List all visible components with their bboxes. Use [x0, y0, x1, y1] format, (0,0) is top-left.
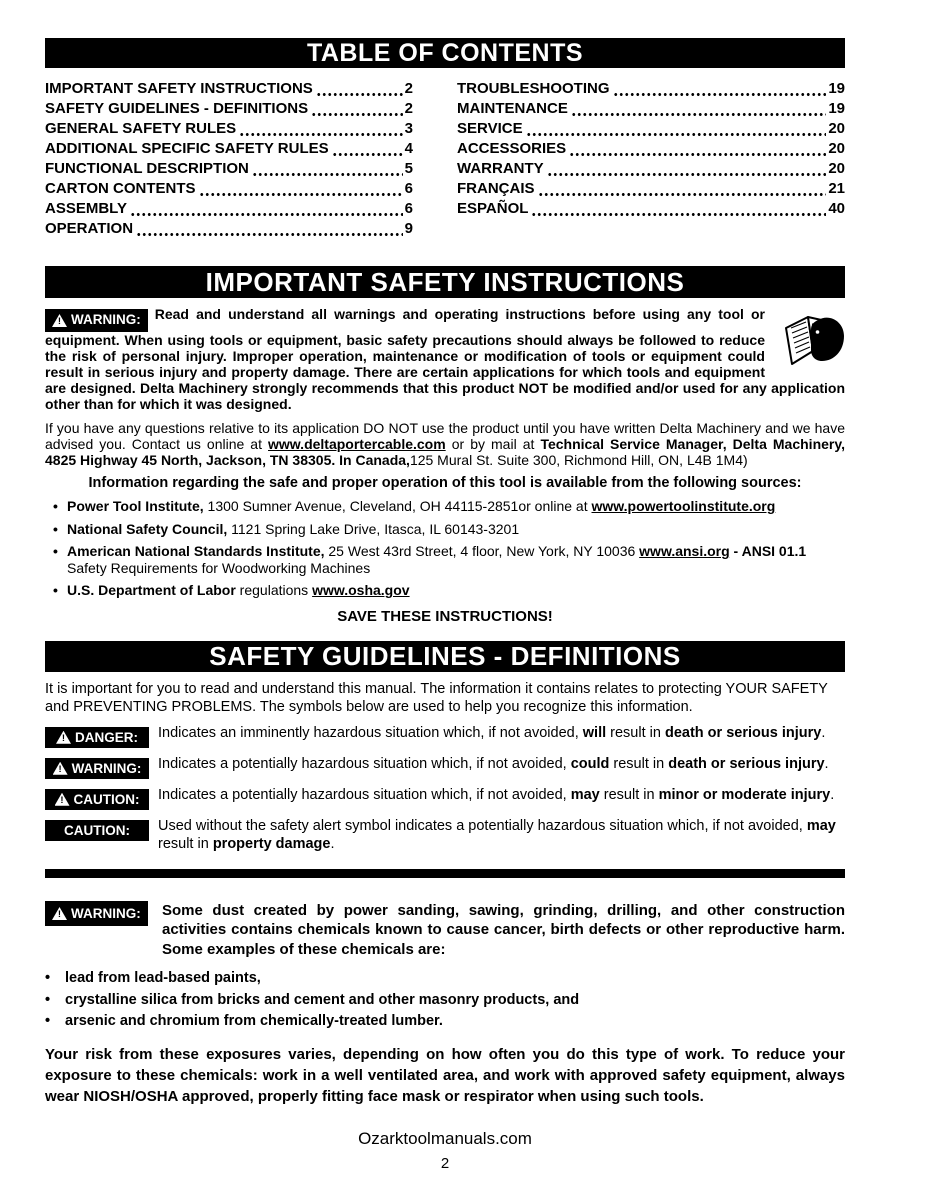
- definition-row-danger: [45, 724, 845, 748]
- save-instructions-line: SAVE THESE INSTRUCTIONS!: [337, 607, 553, 625]
- definition-row-caution: [45, 786, 845, 810]
- page-content: [45, 0, 845, 1172]
- safety-title: IMPORTANT SAFETY INSTRUCTIONS: [205, 267, 685, 297]
- toc-entry-page: 2: [404, 80, 413, 97]
- toc-entry-label: SERVICE: [457, 120, 523, 137]
- toc-entry-label: FUNCTIONAL DESCRIPTION: [45, 160, 249, 177]
- toc-entry-page: 19: [828, 100, 845, 117]
- page-number: 2: [440, 1154, 450, 1172]
- chemical-text: arsenic and chromium from chemically-treated lumber.: [65, 1013, 443, 1030]
- source-item: [53, 521, 845, 538]
- toc-entry-page: 20: [828, 120, 845, 137]
- chemical-text: crystalline silica from bricks and cement and other masonry products, and: [65, 991, 580, 1008]
- sources-intro: Information regarding the safe and proper operation of this tool is available from the following sources:: [88, 475, 802, 492]
- toc-entry-label: TROUBLESHOOTING: [457, 80, 610, 97]
- toc-entry: [45, 140, 413, 160]
- toc-entry: [45, 160, 413, 180]
- table-of-contents: [45, 80, 845, 240]
- dot-leader: [316, 90, 403, 97]
- toc-entry-label: FRANÇAIS: [457, 180, 535, 197]
- toc-entry: [457, 80, 845, 100]
- risk-paragraph: Your risk from these exposures varies, depending on how often you do this type of work. To reduce your exposure to these chemicals: work in a well ventilated area, and work with approved safety equipment, always wear NIOSH/OSHA approved, properly fitting face mask or respirator when using such tools.: [45, 1045, 845, 1105]
- toc-entry-label: MAINTENANCE: [457, 100, 568, 117]
- source-text: National Safety Council, 1121 Spring Lake Drive, Itasca, IL 60143-3201: [67, 520, 520, 537]
- toc-entry-page: 40: [828, 200, 845, 217]
- chemical-item: [45, 968, 845, 990]
- toc-header-bar: [45, 38, 845, 68]
- dust-warning-badge: [45, 901, 148, 927]
- toc-entry-label: ASSEMBLY: [45, 200, 127, 217]
- dust-warning-badge-label: WARNING:: [71, 905, 141, 921]
- toc-entry-page: 6: [404, 200, 413, 217]
- toc-entry-label: OPERATION: [45, 220, 134, 237]
- definition-text: Indicates a potentially hazardous situation which, if not avoided, could result in death or serious injury.: [158, 755, 829, 772]
- guidelines-title: SAFETY GUIDELINES - DEFINITIONS: [209, 640, 681, 671]
- toc-entry-page: 5: [404, 160, 413, 177]
- toc-entry-page: 19: [828, 80, 845, 97]
- toc-entry-page: 9: [404, 220, 413, 237]
- toc-entry-page: 20: [828, 140, 845, 157]
- caution-badge-label: CAUTION:: [73, 791, 140, 807]
- toc-entry: [457, 120, 845, 140]
- safety-warning-paragraph: [45, 306, 845, 413]
- sources-list: [45, 498, 845, 599]
- dot-leader: [547, 170, 827, 177]
- dot-leader: [526, 130, 827, 137]
- dot-leader: [569, 150, 826, 157]
- toc-entry-label: GENERAL SAFETY RULES: [45, 120, 237, 137]
- toc-entry: [45, 100, 413, 120]
- source-item: [53, 498, 845, 515]
- warning-badge: [45, 758, 149, 779]
- toc-entry: [45, 180, 413, 200]
- toc-entry-label: ADDITIONAL SPECIFIC SAFETY RULES: [45, 140, 329, 157]
- toc-entry-page: 21: [828, 180, 845, 197]
- source-item: [53, 543, 845, 576]
- toc-entry-label: SAFETY GUIDELINES - DEFINITIONS: [45, 100, 309, 117]
- dot-leader: [199, 190, 403, 197]
- source-text: U.S. Department of Labor regulations www.osha.gov: [67, 582, 410, 599]
- toc-entry-label: ESPAÑOL: [457, 200, 529, 217]
- warning-triangle-icon: [55, 793, 70, 806]
- toc-entry: [45, 80, 413, 100]
- toc-entry-label: ACCESSORIES: [457, 140, 567, 157]
- source-text: American National Standards Institute, 25 West 43rd Street, 4 floor, New York, NY 10036 www.ansi.org - ANSI 01.1 Safety Requirements for Woodworking Machines: [67, 543, 807, 576]
- toc-entry: [457, 180, 845, 200]
- footer-site: Ozarktoolmanuals.com: [358, 1128, 532, 1148]
- toc-entry-page: 4: [404, 140, 413, 157]
- warning-badge-label: WARNING:: [71, 312, 141, 328]
- page-footer: [45, 1129, 845, 1172]
- dot-leader: [136, 230, 403, 237]
- toc-column-right: [457, 80, 845, 240]
- definition-text: Used without the safety alert symbol indicates a potentially hazardous situation which, if not avoided, may result in property damage.: [158, 817, 836, 853]
- caution-plain-badge-label: CAUTION:: [64, 822, 130, 838]
- dot-leader: [571, 110, 826, 117]
- chemical-item: [45, 990, 845, 1012]
- warning-badge: [45, 309, 148, 331]
- warning-badge-label: WARNING:: [71, 760, 142, 776]
- danger-badge: [45, 727, 149, 748]
- chemical-item: [45, 1011, 845, 1033]
- dot-leader: [252, 170, 403, 177]
- toc-entry-page: 6: [404, 180, 413, 197]
- dot-leader: [538, 190, 827, 197]
- section-divider: [45, 869, 845, 878]
- toc-entry: [457, 100, 845, 120]
- toc-title: TABLE OF CONTENTS: [306, 39, 584, 67]
- definition-text: Indicates an imminently hazardous situation which, if not avoided, will result in death or serious injury.: [158, 724, 826, 741]
- toc-entry: [457, 200, 845, 220]
- warning-triangle-icon: [53, 762, 68, 775]
- dot-leader: [239, 130, 403, 137]
- definition-row-warning: [45, 755, 845, 779]
- warning-triangle-icon: [52, 907, 67, 920]
- toc-entry: [45, 200, 413, 220]
- safety-warning-text: Read and understand all warnings and operating instructions before using any tool or equipment. When using tools or equipment, basic safety precautions should always be followed to reduce the risk of personal injury. Improper operation, maintenance or modification of tools or equipment could result in serious injury and property damage. There are certain applications for which tools and equipment are designed. Delta Machinery strongly recommends that this product NOT be modified and/or used for any application other than for which it was designed.: [45, 306, 845, 413]
- caution-plain-badge: [45, 820, 149, 841]
- toc-entry-label: CARTON CONTENTS: [45, 180, 196, 197]
- definition-row-caution-plain: [45, 817, 845, 854]
- guidelines-intro: It is important for you to read and understand this manual. The information it contains relates to protecting YOUR SAFETY and PREVENTING PROBLEMS. The symbols below are used to help you recognize this information.: [45, 680, 828, 716]
- toc-entry: [45, 220, 413, 240]
- toc-entry-label: WARRANTY: [457, 160, 544, 177]
- toc-column-left: [45, 80, 413, 240]
- toc-entry: [457, 160, 845, 180]
- definition-text: Indicates a potentially hazardous situation which, if not avoided, may result in minor or moderate injury.: [158, 786, 835, 803]
- toc-entry-label: IMPORTANT SAFETY INSTRUCTIONS: [45, 80, 313, 97]
- chemical-text: lead from lead-based paints,: [65, 970, 261, 987]
- dust-warning-section: [45, 901, 845, 1107]
- toc-entry-page: 3: [404, 120, 413, 137]
- guidelines-header-bar: [45, 641, 845, 672]
- dot-leader: [613, 90, 827, 97]
- dot-leader: [332, 150, 403, 157]
- dot-leader: [130, 210, 403, 217]
- dust-warning-paragraph: [45, 901, 845, 960]
- toc-entry-page: 2: [404, 100, 413, 117]
- caution-badge: [45, 789, 149, 810]
- source-item: [53, 582, 845, 599]
- toc-entry: [457, 140, 845, 160]
- chemicals-list: [45, 968, 845, 1033]
- questions-paragraph: If you have any questions relative to its application DO NOT use the product until you have written Delta Machinery and we have advised you. Contact us online at www.deltaportercable.com or by mail at Technical Service Manager, Delta Machinery, 4825 Highway 45 North, Jackson, TN 38305. In Canada,125 Mural St. Suite 300, Richmond Hill, ON, L4B 1M4): [45, 419, 845, 469]
- read-manual-icon: [771, 308, 845, 372]
- source-text: Power Tool Institute, 1300 Sumner Avenue, Cleveland, OH 44115-2851or online at www.powertoolinstitute.org: [67, 498, 776, 515]
- dot-leader: [531, 210, 826, 217]
- danger-badge-label: DANGER:: [75, 729, 138, 745]
- dust-warning-text: Some dust created by power sanding, sawing, grinding, drilling, and other construction activities contains chemicals known to cause cancer, birth defects or other reproductive harm. Some examples of these chemicals are:: [162, 901, 845, 958]
- toc-entry-page: 20: [828, 160, 845, 177]
- safety-header-bar: [45, 266, 845, 298]
- toc-entry: [45, 120, 413, 140]
- dot-leader: [311, 110, 403, 117]
- warning-triangle-icon: [56, 731, 71, 744]
- dust-badge-wrap: [45, 901, 162, 941]
- warning-triangle-icon: [52, 314, 67, 327]
